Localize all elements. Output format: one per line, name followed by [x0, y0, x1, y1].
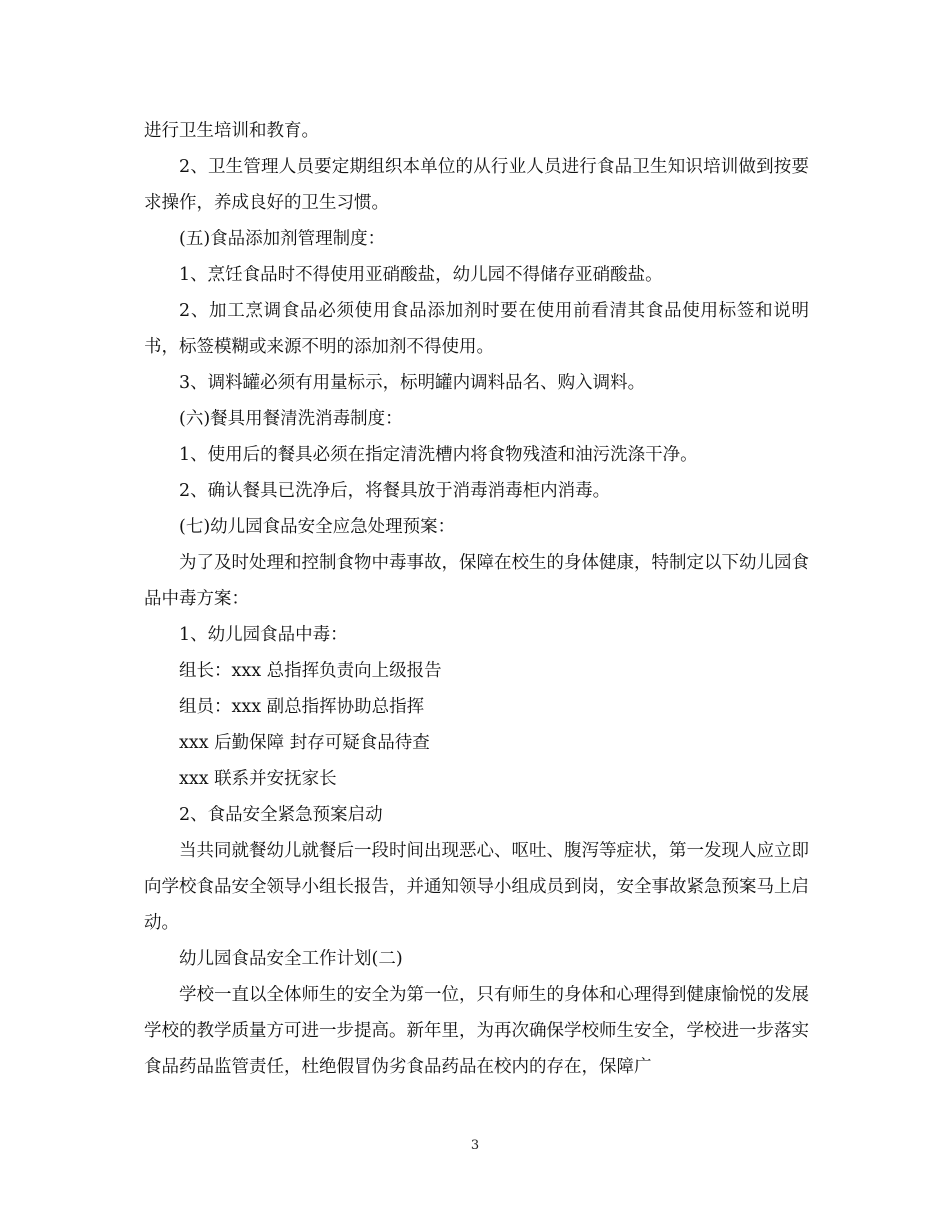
paragraph-18: 当共同就餐幼儿就餐后一段时间出现恶心、呕吐、腹泻等症状，第一发现人应立即向学校食品安全领导小组长报告，并通知领导小组成员到岗，安全事故紧急预案马上启动。: [144, 841, 809, 933]
section-heading-emergency: (七)幼儿园食品安全应急处理预案：: [179, 517, 456, 537]
paragraph-2: 2、卫生管理人员要定期组织本单位的从行业人员进行食品卫生知识培训做到按要求操作，养成良好的卫生习惯。: [144, 157, 809, 213]
paragraph-15: xxx 后勤保障 封存可疑食品待查: [179, 733, 430, 753]
paragraph-9: 2、确认餐具已洗净后，将餐具放于消毒消毒柜内消毒。: [179, 481, 611, 501]
paragraph-5: 2、加工烹调食品必须使用食品添加剂时要在使用前看清其食品使用标签和说明书，标签模糊或来源不明的添加剂不得使用。: [144, 301, 809, 357]
paragraph-13: 组长：xxx 总指挥负责向上级报告: [179, 661, 442, 681]
page-number: 3: [470, 1138, 480, 1153]
section-heading-additives: (五)食品添加剂管理制度：: [179, 229, 386, 249]
paragraph-14: 组员：xxx 副总指挥协助总指挥: [179, 697, 425, 717]
paragraph-11: 为了及时处理和控制食物中毒事故，保障在校生的身体健康，特制定以下幼儿园食品中毒方案：: [144, 553, 809, 609]
paragraph-16: xxx 联系并安抚家长: [179, 769, 337, 789]
paragraph-6: 3、调料罐必须有用量标示，标明罐内调料品名、购入调料。: [179, 373, 646, 393]
paragraph-4: 1、烹饪食品时不得使用亚硝酸盐，幼儿园不得储存亚硝酸盐。: [179, 265, 663, 285]
paragraph-12: 1、幼儿园食品中毒：: [179, 625, 348, 645]
section-heading-tableware: (六)餐具用餐清洗消毒制度：: [179, 409, 403, 429]
document-body: [144, 113, 809, 1085]
paragraph-20: 学校一直以全体师生的安全为第一位，只有师生的身体和心理得到健康愉悦的发展学校的教学质量方可进一步提高。新年里，为再次确保学校师生安全，学校进一步落实食品药品监管责任，杜绝假冒伪劣食品药品在校内的存在，保障广: [144, 985, 809, 1077]
paragraph-1: 进行卫生培训和教育。: [144, 121, 319, 141]
paragraph-8: 1、使用后的餐具必须在指定清洗槽内将食物残渣和油污洗涤干净。: [179, 445, 698, 465]
section-heading-plan-two: 幼儿园食品安全工作计划(二): [179, 949, 403, 969]
paragraph-17: 2、食品安全紧急预案启动: [179, 805, 383, 825]
